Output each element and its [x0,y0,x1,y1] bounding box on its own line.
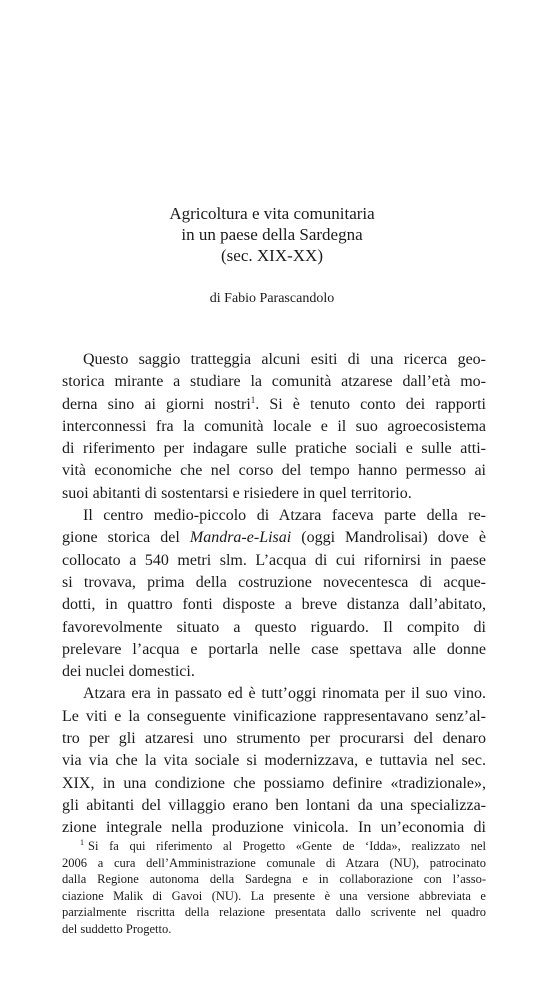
body-text [62,349,486,840]
footnote-line [62,838,486,855]
italic-place-name: Mandra-e-Lisai [189,529,292,547]
footnote-reference[interactable]: 1 [250,394,256,405]
text-line: Il centro medio-piccolo di Atzara faceva parte della re- [83,507,486,525]
footnote-line: 2006 a cura dell’Amministrazione comunale di Atzara (NU), patrocinato [62,855,486,870]
footnote-marker: 1 [80,838,84,847]
chapter-title [0,203,544,266]
text-line: zione integrale nella produzione vinicola. In un’economia di [62,819,486,837]
text-line: dotti, in quattro fonti disposte a breve distanza dall’abitato, [62,596,486,614]
text-line: via via che la vita sociale si modernizzava, e tuttavia nel sec. [62,752,486,770]
text-line [62,394,486,416]
author-byline: di Fabio Parascandolo [209,291,335,306]
footnote-line: dalla Regione autonoma della Sardegna e in collaborazione con l’asso- [62,872,486,887]
text-line: Questo saggio tratteggia alcuni esiti di una ricerca geo- [83,351,486,368]
text-line: favorevolmente situato a questo riguardo. Il compito di [62,618,486,636]
text-line: Atzara era in passato ed è tutt’oggi rinomata per il suo vino. [83,685,486,703]
text-line: collocato a 540 metri slm. L’acqua di cui rifornirsi in paese [62,551,486,569]
text-segment: gione storica del [62,529,190,547]
text-line: tro per gli atzaresi uno strumento per procurarsi del denaro [62,730,486,748]
text-line: vità economiche che nel corso del tempo hanno permesso ai [62,462,486,480]
text-segment: (oggi Mandrolisai) dove è [291,529,486,547]
text-line: suoi abitanti di sostentarsi e risiedere in quel territorio. [62,484,412,502]
text-segment: Si fa qui riferimento al Progetto «Gente de ‘Idda», realizzato nel [88,839,486,853]
footnote-line: parzialmente riscritta della relazione presentata dallo scrivente nel quadro [62,905,486,920]
text-segment: derna sino ai giorni nostri [62,395,251,413]
text-line: prelevare l’acqua e portarla nelle case spettava alle donne [62,640,486,658]
footnote-line: ciazione Malik di Gavoi (NU). La presente è una versione abbreviata e [62,888,486,903]
text-line: dei nuclei domestici. [62,663,195,681]
title-line-3: (sec. XIX-XX) [221,246,323,265]
footnote-line: del suddetto Progetto. [62,921,172,936]
text-segment: . Si è tenuto conto dei rapporti [255,395,486,413]
text-line [62,527,486,549]
text-line: gli abitanti del villaggio erano ben lontani da una specializza- [62,796,486,814]
text-line: di riferimento per indagare sulle pratiche sociali e sulle atti- [62,440,486,458]
text-line: interconnessi fra la comunità locale e il suo agroecosistema [62,417,486,435]
text-line: XIX, in una condizione che possiamo definire «tradizionale», [62,774,486,792]
title-line-2: in un paese della Sardegna [181,225,363,244]
text-line: si trovava, prima della costruzione novecentesca di acque- [62,573,486,591]
text-line: Le viti e la conseguente vinificazione rappresentavano senz’al- [62,707,486,725]
title-line-1: Agricoltura e vita comunitaria [169,204,375,223]
text-line: storica mirante a studiare la comunità atzarese dall’età mo- [62,373,486,391]
footnote [62,838,486,938]
